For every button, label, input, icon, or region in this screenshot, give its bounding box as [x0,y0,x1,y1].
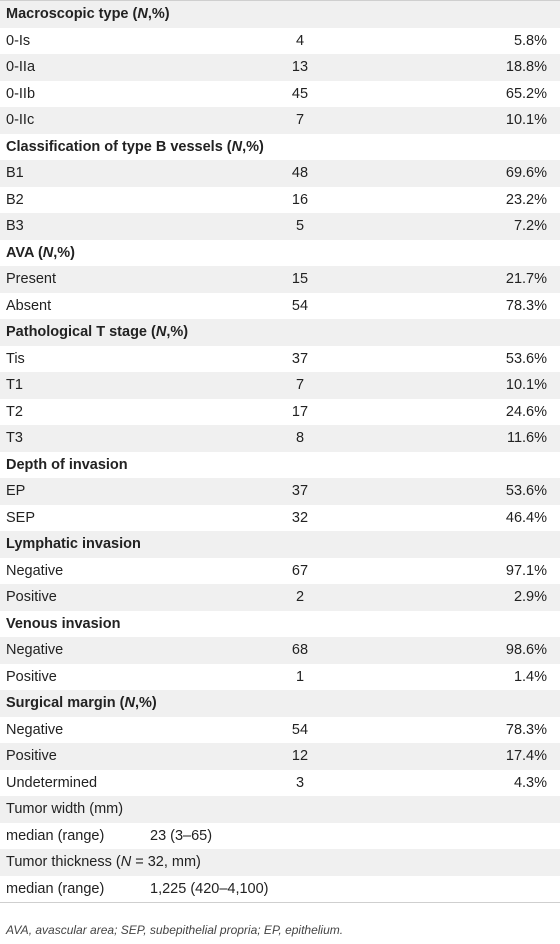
table-row [0,28,560,55]
label-text: Lymphatic invasion [6,536,141,552]
row-label [6,213,24,240]
label-text: Tumor thickness ( [6,854,121,870]
label-text: Positive [6,668,57,685]
table-row [0,876,560,903]
label-suffix: ,%) [147,6,170,22]
row-label [6,81,35,108]
label-text: B3 [6,218,24,234]
table-row [0,823,560,850]
table-row [0,399,560,426]
percent-cell: 11.6% [506,430,547,446]
label-text: Pathological T stage ( [6,324,156,340]
section-header-row [0,611,560,638]
table-row [0,637,560,664]
table-row [0,160,560,187]
count-cell: 8 [295,430,305,446]
count-cell: 7 [295,112,305,128]
section-header-row [0,452,560,479]
section-title [6,1,170,28]
row-label [6,743,57,770]
row-label [6,372,23,399]
row-label [6,664,57,691]
label-text: Tumor width (mm) [6,801,124,817]
label-text: 0-Is [6,32,31,49]
table-row [0,717,560,744]
section-title [6,319,188,346]
label-text: AVA ( [6,244,43,261]
label-text: Negative [6,642,64,658]
row-label [6,160,24,187]
count-cell: 37 [291,483,309,499]
label-text: median (range) [6,827,105,844]
label-text: median (range) [6,880,105,897]
label-suffix: ,%) [166,324,189,340]
count-cell: 1,225 (420–4,100) [150,880,269,897]
label-text: B2 [6,191,24,208]
section-title [6,240,75,267]
label-italic-symbol: N [120,854,132,870]
label-text: Surgical margin ( [6,695,125,711]
count-cell: 16 [291,191,309,208]
table-row [0,81,560,108]
table-row [0,505,560,532]
row-label [6,584,57,611]
row-label [6,107,34,134]
label-text: EP [6,483,26,499]
label-italic-symbol: N [124,695,135,711]
count-cell: 23 (3–65) [150,827,213,844]
table-row [0,293,560,320]
count-cell: 15 [291,271,309,287]
section-title [6,611,120,638]
table-row [0,664,560,691]
label-text: Absent [6,297,52,314]
percent-cell: 10.1% [505,377,547,393]
count-cell: 17 [291,403,309,420]
percent-cell: 98.6% [505,642,547,658]
section-title [6,531,141,558]
table-row [0,213,560,240]
count-cell: 54 [291,721,309,738]
percent-cell: 78.3% [505,297,547,314]
row-label [6,876,104,903]
row-label [6,346,25,373]
row-label [6,54,35,81]
table-row [0,372,560,399]
label-text: Classification of type B vessels ( [6,138,232,155]
percent-cell: 17.4% [505,748,547,764]
percent-cell: 65.2% [505,85,547,102]
row-label [6,266,56,293]
count-cell: 13 [291,59,309,75]
percent-cell: 53.6% [505,350,547,367]
percent-cell: 18.8% [505,59,547,75]
table-row [0,425,560,452]
label-suffix: ,%) [53,244,76,261]
label-text: 0-IIb [6,85,36,102]
table-row [0,107,560,134]
count-cell: 1 [295,668,305,685]
percent-cell: 1.4% [513,668,547,685]
label-text: SEP [6,509,36,526]
table-bottom-rule [0,902,560,903]
count-cell: 2 [295,589,305,605]
label-text: Undetermined [6,774,98,791]
section-header-row [0,1,560,28]
table-row [0,558,560,585]
count-cell: 5 [295,218,305,234]
row-label [6,637,63,664]
row-label [6,717,63,744]
label-italic-symbol: N [42,244,54,261]
count-cell: 32 [291,509,309,526]
label-suffix: = 32, mm) [131,854,201,870]
row-label [6,399,23,426]
label-text: Depth of invasion [6,456,128,473]
percent-cell: 5.8% [513,32,547,49]
section-header-row [0,319,560,346]
label-text: B1 [6,165,24,181]
section-title [6,690,157,717]
section-title [6,452,128,479]
percent-cell: 97.1% [505,562,547,579]
percent-cell: 10.1% [505,112,547,128]
table-row [0,266,560,293]
count-cell: 7 [295,377,305,393]
label-text: 0-IIc [6,112,35,128]
percent-cell: 69.6% [505,165,547,181]
label-italic-symbol: N [231,138,243,155]
percent-cell: 23.2% [505,191,547,208]
label-suffix: ,%) [242,138,264,155]
count-cell: 3 [295,774,305,791]
table-row [0,187,560,214]
count-cell: 54 [291,297,309,314]
label-text: T2 [6,403,23,420]
table-footnote: AVA, avascular area; SEP, subepithelial propria; EP, epithelium. [6,923,344,937]
table-row [0,849,560,876]
label-text: T3 [6,430,23,446]
count-cell: 67 [291,562,309,579]
percent-cell: 4.3% [513,774,547,791]
percent-cell: 24.6% [505,403,547,420]
row-label [6,28,30,55]
count-cell: 4 [295,32,305,49]
label-text: Venous invasion [6,615,121,632]
table-row [0,346,560,373]
label-text: T1 [6,377,23,393]
label-suffix: ,%) [134,695,157,711]
percent-cell: 53.6% [505,483,547,499]
label-text: Positive [6,748,57,764]
percent-cell: 2.9% [513,589,547,605]
row-label [6,505,35,532]
count-cell: 68 [291,642,309,658]
table-row [0,743,560,770]
row-label [6,558,63,585]
table-row [0,796,560,823]
table-row [0,584,560,611]
label-italic-symbol: N [137,6,148,22]
percent-cell: 78.3% [505,721,547,738]
section-title [6,134,264,161]
percent-cell: 46.4% [505,509,547,526]
label-text: Negative [6,562,64,579]
count-cell: 37 [291,350,309,367]
count-cell: 12 [291,748,309,764]
label-italic-symbol: N [155,324,167,340]
row-label [6,796,123,823]
section-header-row [0,690,560,717]
table-row [0,478,560,505]
row-label [6,478,25,505]
label-text: Macroscopic type ( [6,6,138,22]
section-header-row [0,134,560,161]
label-text: Positive [6,589,57,605]
count-cell: 45 [291,85,309,102]
section-header-row [0,531,560,558]
row-label [6,187,24,214]
label-text: 0-IIa [6,59,36,75]
label-text: Present [6,271,56,287]
percent-cell: 21.7% [505,271,547,287]
row-label [6,425,23,452]
label-text: Negative [6,721,64,738]
count-cell: 48 [291,165,309,181]
percent-cell: 7.2% [513,218,547,234]
row-label [6,293,51,320]
section-header-row [0,240,560,267]
row-label [6,849,201,876]
row-label [6,823,104,850]
table-row [0,54,560,81]
label-text: Tis [6,350,25,367]
table-row [0,770,560,797]
row-label [6,770,97,797]
